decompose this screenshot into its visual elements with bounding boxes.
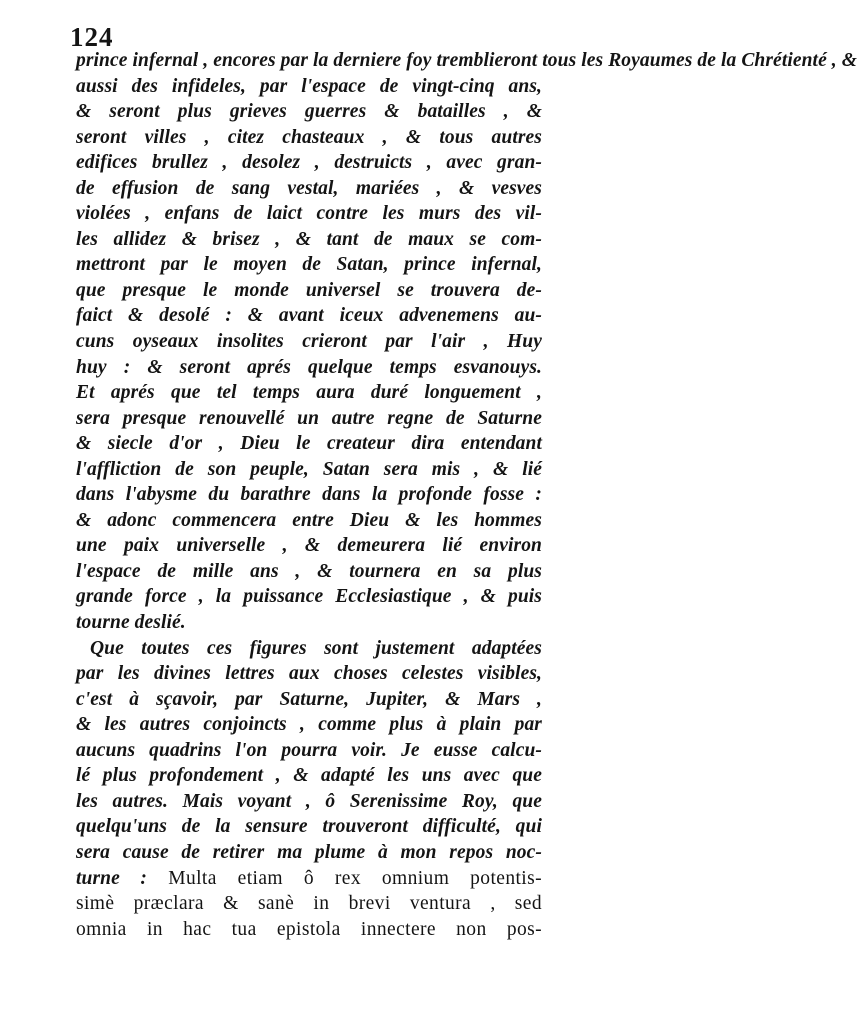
text-line: l'espace de mille ans , & tournera en sa plus: [76, 560, 542, 582]
text-line: simè præclara & sanè in brevi ventura , sed: [76, 893, 542, 915]
text-line: huy : & seront aprés quelque temps esvanouys.: [76, 356, 542, 378]
text-line: & les autres conjoincts , comme plus à plain par: [76, 714, 542, 736]
text-line: tourne deslié.: [76, 612, 186, 634]
text-line: sera cause de retirer ma plume à mon repos noc-: [76, 841, 542, 863]
text-line: faict & desolé : & avant iceux advenemens au-: [76, 305, 542, 327]
italic-run: turne :: [76, 867, 148, 889]
text-line-mixed: [76, 866, 542, 892]
text-line: omnia in hac tua epistola innectere non pos-: [76, 918, 542, 940]
text-line: l'affliction de son peuple, Satan sera mis , & lié: [76, 458, 542, 480]
text-line: les autres. Mais voyant , ô Serenissime Roy, que: [76, 790, 542, 812]
text-line: quelqu'uns de la sensure trouveront difficulté, qui: [76, 816, 542, 838]
text-line: grande force , la puissance Ecclesiastique , & puis: [76, 586, 542, 608]
text-line: & seront plus grieves guerres & batailles , &: [76, 101, 542, 123]
text-line: c'est à sçavoir, par Saturne, Jupiter, & Mars ,: [76, 688, 542, 710]
text-line: edifices brullez , desolez , destruicts , avec gran-: [76, 152, 542, 174]
text-line: une paix universelle , & demeurera lié environ: [76, 535, 542, 557]
text-line: cuns oyseaux insolites crieront par l'air , Huy: [76, 331, 542, 353]
text-line: Que toutes ces figures sont justement adaptées: [90, 637, 542, 659]
text-line: & adonc commencera entre Dieu & les hommes: [76, 509, 542, 531]
text-line: sera presque renouvellé un autre regne de Saturne: [76, 407, 542, 429]
text-line: aucuns quadrins l'on pourra voir. Je eusse calcu-: [76, 739, 542, 761]
page-number: 124: [70, 22, 114, 52]
text-line: mettront par le moyen de Satan, prince infernal,: [76, 254, 542, 276]
text-line: dans l'abysme du barathre dans la profonde fosse :: [76, 484, 542, 506]
latin-run: Multa etiam ô rex omnium potentis-: [168, 867, 542, 889]
text-line: violées , enfans de laict contre les murs des vil-: [76, 203, 542, 225]
text-line: que presque le monde universel se trouvera de-: [76, 279, 542, 301]
text-line: par les divines lettres aux choses celestes visibles,: [76, 663, 542, 685]
text-line: seront villes , citez chasteaux , & tous autres: [76, 126, 542, 148]
text-line: prince infernal , encores par la derniere foy tremblieront tous les Royaumes de la Chrétienté , &: [76, 50, 857, 71]
body-text: [76, 48, 857, 942]
text-line: aussi des infideles, par l'espace de vingt-cinq ans,: [76, 75, 542, 97]
text-line: & siecle d'or , Dieu le createur dira entendant: [76, 433, 542, 455]
text-line: de effusion de sang vestal, mariées , & vesves: [76, 177, 542, 199]
text-line: les allidez & brisez , & tant de maux se com-: [76, 228, 542, 250]
text-line: Et aprés que tel temps aura duré longuement ,: [76, 382, 542, 404]
text-line: lé plus profondement , & adapté les uns avec que: [76, 765, 542, 787]
